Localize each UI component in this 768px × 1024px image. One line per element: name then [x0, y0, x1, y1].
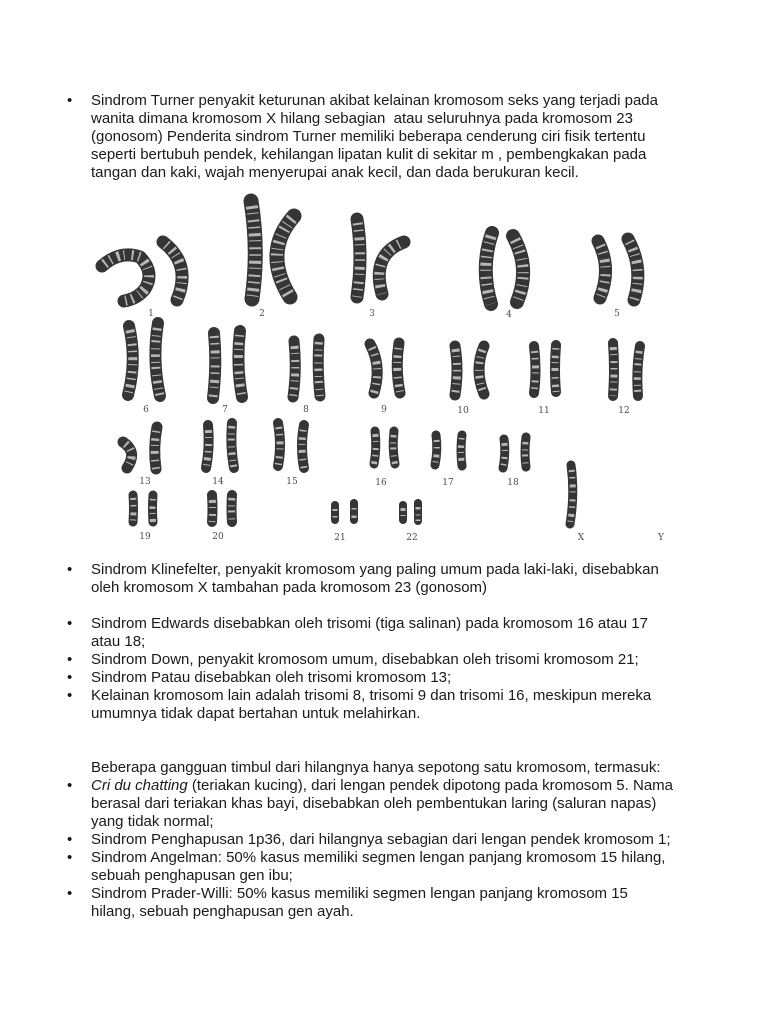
bullet-item-patau	[67, 669, 731, 687]
chromosome-8-a	[293, 341, 295, 397]
chromosome-2-b	[277, 216, 294, 297]
bullet-item-other-trisomies	[67, 687, 731, 723]
chromosome-10-a	[455, 346, 457, 395]
bullet-symbol: •	[67, 687, 73, 704]
bullet-symbol: •	[67, 777, 73, 794]
bullet-item-turner	[67, 92, 731, 182]
bullet-symbol: •	[67, 831, 73, 848]
chromosome-4-b	[513, 236, 523, 302]
trisomy-bullet-list	[67, 615, 731, 723]
chromosome-4-a	[486, 233, 492, 304]
chromosome-2-a	[251, 201, 255, 299]
turner-bullet-list	[67, 92, 731, 182]
bullet-item-cri-du-chat	[67, 777, 731, 831]
angelman-line: sebuah penghapusan gen ibu;	[91, 867, 293, 884]
chromosome-15-b	[302, 425, 304, 468]
chromosome-12-a	[613, 343, 614, 396]
chromosome-label-x: X	[577, 533, 585, 543]
turner-line: tangan dan kaki, wajah menyerupai anak kecil, dan dada berukuran kecil.	[91, 164, 579, 181]
deletion-bullet-list	[67, 777, 731, 921]
cri-du-chat-line: berasal dari teriakan khas bayi, disebabkan oleh pembentukan laring (saluran napas)	[91, 795, 657, 812]
chromosome-label-5: 5	[614, 309, 620, 319]
chromosome-3-b	[379, 242, 404, 294]
prader-willi-line: hilang, sebuah penghapusan gen ayah.	[91, 903, 354, 920]
chromosome-label-22: 22	[406, 533, 418, 543]
chromosome-13-b	[155, 427, 157, 469]
chromosome-label-7: 7	[222, 405, 228, 415]
chromosome-18-a	[503, 439, 505, 468]
chromosome-label-3: 3	[369, 309, 375, 319]
chromosome-7-b	[238, 331, 242, 397]
chromosome-label-21: 21	[334, 533, 346, 543]
bullet-item-prader-willi	[67, 885, 731, 921]
bullet-item-angelman	[67, 849, 731, 885]
chromosome-17-b	[461, 435, 462, 466]
chromosome-13-a	[123, 442, 132, 468]
chromosome-18-b	[525, 437, 526, 467]
chromosome-label-14: 14	[212, 477, 224, 487]
chromosome-label-13: 13	[139, 477, 151, 487]
chromosome-label-15: 15	[286, 477, 298, 487]
chromosome-label-12: 12	[618, 406, 630, 416]
other-trisomies-line: umumnya tidak dapat bertahan untuk melahirkan.	[91, 705, 421, 722]
chromosome-8-b	[318, 339, 320, 396]
patau-line: Sindrom Patau disebabkan oleh trisomi kromosom 13;	[91, 669, 452, 686]
turner-line: Sindrom Turner penyakit keturunan akibat kelainan kromosom seks yang terjadi pada	[91, 92, 658, 109]
chromosome-label-10: 10	[457, 406, 469, 416]
chromosome-1-a	[102, 255, 149, 301]
cri-du-chat-line: yang tidak normal;	[91, 813, 214, 830]
1p36-line: Sindrom Penghapusan 1p36, dari hilangnya sebagian dari lengan pendek kromosom 1;	[91, 831, 671, 848]
chromosome-15-a	[278, 423, 280, 466]
turner-line: (gonosom) Penderita sindrom Turner memiliki beberapa cenderung ciri fisik tertentu	[91, 128, 646, 145]
bullet-symbol: •	[67, 651, 73, 668]
edwards-line: Sindrom Edwards disebabkan oleh trisomi (tiga salinan) pada kromosom 16 atau 17	[91, 615, 648, 632]
bullet-item-1p36-deletion	[67, 831, 731, 849]
angelman-line: Sindrom Angelman: 50% kasus memiliki segmen lengan panjang kromosom 15 hilang,	[91, 849, 666, 866]
chromosome-11-a	[534, 346, 536, 393]
bullet-item-edwards	[67, 615, 731, 651]
bullet-item-klinefelter	[67, 561, 731, 597]
bullet-symbol: •	[67, 92, 73, 109]
chromosome-6-a	[128, 326, 133, 395]
bullet-symbol: •	[67, 669, 73, 686]
klinefelter-line: oleh kromosom X tambahan pada kromosom 23 (gonosom)	[91, 579, 488, 596]
chromosome-7-a	[213, 333, 215, 398]
bullet-symbol: •	[67, 561, 73, 578]
chromosome-9-a	[370, 344, 377, 393]
karyotype-figure	[0, 190, 768, 550]
chromosome-17-a	[435, 435, 437, 465]
chromosome-11-b	[555, 345, 556, 392]
deletion-section	[67, 759, 731, 921]
chromosome-x-a	[570, 465, 573, 524]
chromosome-label-8: 8	[303, 405, 309, 415]
chromosome-label-18: 18	[507, 478, 519, 488]
chromosome-9-b	[397, 343, 400, 393]
chromosome-5-b	[628, 239, 638, 300]
chromosome-16-a	[374, 431, 376, 464]
chromosome-1-b	[163, 242, 182, 300]
chromosome-19-b	[153, 495, 154, 522]
chromosome-19-a	[133, 495, 134, 522]
chromosome-label-20: 20	[212, 532, 224, 542]
bullet-symbol: •	[67, 615, 73, 632]
chromosome-label-2: 2	[259, 309, 265, 319]
chromosome-5-a	[598, 241, 606, 298]
bullet-item-down	[67, 651, 731, 669]
klinefelter-line: Sindrom Klinefelter, penyakit kromosom yang paling umum pada laki-laki, disebabkan	[91, 561, 659, 578]
turner-line: wanita dimana kromosom X hilang sebagian atau seluruhnya pada kromosom 23	[91, 110, 633, 127]
chromosome-6-b	[155, 323, 160, 396]
chromosome-label-11: 11	[538, 406, 550, 416]
klinefelter-bullet-list	[67, 561, 731, 597]
chromosome-12-b	[637, 346, 640, 396]
chromosome-label-4: 4	[506, 310, 512, 320]
chromosome-20-b	[232, 495, 233, 522]
chromosome-label-9: 9	[381, 405, 387, 415]
chromosome-label-16: 16	[375, 478, 387, 488]
cri-du-chat-text: (teriakan kucing), dari lengan pendek dipotong pada kromosom 5. Nama	[187, 777, 673, 794]
chromosome-14-a	[206, 425, 209, 468]
cri-du-chat-line	[91, 777, 731, 795]
bullet-symbol: •	[67, 885, 73, 902]
deletion-intro: Beberapa gangguan timbul dari hilangnya hanya sepotong satu kromosom, termasuk:	[91, 759, 661, 776]
chromosome-label-1: 1	[148, 309, 154, 319]
edwards-line: atau 18;	[91, 633, 146, 650]
chromosome-label-17: 17	[442, 478, 454, 488]
chromosome-label-y: Y	[658, 533, 664, 543]
other-trisomies-line: Kelainan kromosom lain adalah trisomi 8, trisomi 9 dan trisomi 16, meskipun mereka	[91, 687, 652, 704]
chromosome-16-b	[393, 431, 395, 464]
chromosome-20-a	[212, 495, 213, 522]
prader-willi-line: Sindrom Prader-Willi: 50% kasus memiliki segmen lengan panjang kromosom 15	[91, 885, 628, 902]
bullet-symbol: •	[67, 849, 73, 866]
chromosome-10-b	[479, 346, 484, 394]
turner-line: seperti bertubuh pendek, kehilangan lipatan kulit di sekitar m , pembengkakan pada	[91, 146, 647, 163]
chromosome-3-a	[357, 219, 360, 297]
chromosome-label-19: 19	[139, 532, 151, 542]
cri-du-chat-term: Cri du chatting	[91, 777, 188, 794]
chromosome-14-b	[231, 423, 234, 468]
chromosome-label-6: 6	[143, 405, 149, 415]
down-line: Sindrom Down, penyakit kromosom umum, disebabkan oleh trisomi kromosom 21;	[91, 651, 639, 668]
